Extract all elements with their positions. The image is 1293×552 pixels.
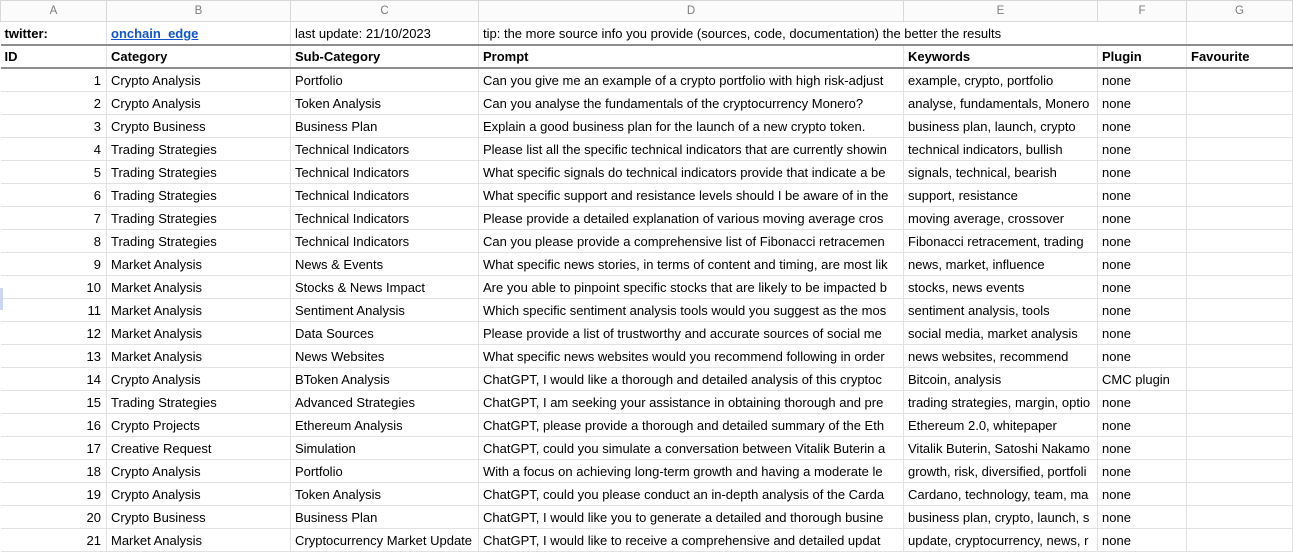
cell-sub-category[interactable]: Advanced Strategies [291, 391, 479, 414]
cell-sub-category[interactable]: Sentiment Analysis [291, 299, 479, 322]
column-header-f[interactable]: F [1098, 1, 1187, 22]
cell-sub-category[interactable]: Stocks & News Impact [291, 276, 479, 299]
cell-keywords[interactable]: example, crypto, portfolio [904, 68, 1098, 92]
cell-category[interactable]: Trading Strategies [107, 230, 291, 253]
cell-favourite[interactable] [1187, 253, 1293, 276]
cell-id[interactable]: 13 [1, 345, 107, 368]
header-plugin[interactable]: Plugin [1098, 45, 1187, 68]
cell-sub-category[interactable]: Token Analysis [291, 92, 479, 115]
cell-prompt[interactable]: ChatGPT, I am seeking your assistance in obtaining thorough and pre [479, 391, 904, 414]
header-category[interactable]: Category [107, 45, 291, 68]
cell-keywords[interactable]: social media, market analysis [904, 322, 1098, 345]
cell-prompt[interactable]: Which specific sentiment analysis tools would you suggest as the mos [479, 299, 904, 322]
cell-keywords[interactable]: technical indicators, bullish [904, 138, 1098, 161]
table-row [1, 138, 1293, 161]
cell-plugin[interactable]: none [1098, 230, 1187, 253]
cell-sub-category[interactable]: Technical Indicators [291, 138, 479, 161]
cell-id[interactable]: 4 [1, 138, 107, 161]
table-row [1, 345, 1293, 368]
twitter-link[interactable]: onchain_edge [111, 25, 199, 41]
cell-plugin[interactable]: none [1098, 437, 1187, 460]
cell-category[interactable]: Trading Strategies [107, 138, 291, 161]
cell-prompt[interactable]: Can you analyse the fundamentals of the cryptocurrency Monero? [479, 92, 904, 115]
cell-prompt[interactable]: Can you please provide a comprehensive list of Fibonacci retracemen [479, 230, 904, 253]
cell-plugin[interactable]: none [1098, 506, 1187, 529]
header-favourite[interactable]: Favourite [1187, 45, 1293, 68]
table-row [1, 460, 1293, 483]
table-row [1, 414, 1293, 437]
cell-category[interactable]: Trading Strategies [107, 207, 291, 230]
cell-sub-category[interactable]: Cryptocurrency Market Update [291, 529, 479, 552]
cell-favourite[interactable] [1187, 460, 1293, 483]
twitter-label-cell[interactable]: twitter: [1, 22, 107, 46]
table-row [1, 68, 1293, 92]
table-row [1, 299, 1293, 322]
cell-category[interactable]: Trading Strategies [107, 184, 291, 207]
empty-cell-g1[interactable] [1187, 22, 1293, 46]
cell-id[interactable]: 16 [1, 414, 107, 437]
row-selection-marker [0, 288, 3, 310]
cell-favourite[interactable] [1187, 506, 1293, 529]
cell-sub-category[interactable]: Technical Indicators [291, 230, 479, 253]
cell-keywords[interactable]: Ethereum 2.0, whitepaper [904, 414, 1098, 437]
twitter-link-cell[interactable] [107, 22, 291, 46]
cell-plugin[interactable]: none [1098, 253, 1187, 276]
cell-keywords[interactable]: growth, risk, diversified, portfoli [904, 460, 1098, 483]
table-row [1, 115, 1293, 138]
table-row [1, 368, 1293, 391]
cell-category[interactable]: Crypto Analysis [107, 368, 291, 391]
cell-sub-category[interactable]: Technical Indicators [291, 207, 479, 230]
header-sub-category[interactable]: Sub-Category [291, 45, 479, 68]
cell-keywords[interactable]: Vitalik Buterin, Satoshi Nakamo [904, 437, 1098, 460]
cell-keywords[interactable]: business plan, crypto, launch, s [904, 506, 1098, 529]
field-header-row [1, 45, 1293, 68]
cell-prompt[interactable]: Please provide a detailed explanation of various moving average cros [479, 207, 904, 230]
cell-id[interactable]: 11 [1, 299, 107, 322]
cell-category[interactable]: Market Analysis [107, 299, 291, 322]
cell-plugin[interactable]: none [1098, 322, 1187, 345]
cell-plugin[interactable]: none [1098, 138, 1187, 161]
cell-sub-category[interactable]: News & Events [291, 253, 479, 276]
cell-plugin[interactable]: none [1098, 161, 1187, 184]
cell-keywords[interactable]: business plan, launch, crypto [904, 115, 1098, 138]
cell-favourite[interactable] [1187, 138, 1293, 161]
cell-category[interactable]: Crypto Business [107, 115, 291, 138]
cell-category[interactable]: Market Analysis [107, 276, 291, 299]
cell-plugin[interactable]: none [1098, 207, 1187, 230]
cell-sub-category[interactable]: Technical Indicators [291, 184, 479, 207]
cell-category[interactable]: Crypto Business [107, 506, 291, 529]
cell-favourite[interactable] [1187, 184, 1293, 207]
cell-plugin[interactable]: none [1098, 345, 1187, 368]
cell-id[interactable]: 2 [1, 92, 107, 115]
cell-plugin[interactable]: none [1098, 276, 1187, 299]
cell-plugin[interactable]: none [1098, 529, 1187, 552]
cell-id[interactable]: 19 [1, 483, 107, 506]
cell-keywords[interactable]: analyse, fundamentals, Monero [904, 92, 1098, 115]
cell-prompt[interactable]: Please provide a list of trustworthy and accurate sources of social me [479, 322, 904, 345]
cell-favourite[interactable] [1187, 437, 1293, 460]
header-id[interactable]: ID [1, 45, 107, 68]
cell-keywords[interactable]: support, resistance [904, 184, 1098, 207]
cell-id[interactable]: 15 [1, 391, 107, 414]
table-row [1, 322, 1293, 345]
cell-keywords[interactable]: moving average, crossover [904, 207, 1098, 230]
cell-id[interactable]: 20 [1, 506, 107, 529]
cell-plugin[interactable]: CMC plugin [1098, 368, 1187, 391]
table-row [1, 92, 1293, 115]
cell-prompt[interactable]: What specific signals do technical indicators provide that indicate a be [479, 161, 904, 184]
cell-prompt[interactable]: ChatGPT, I would like to receive a comprehensive and detailed updat [479, 529, 904, 552]
cell-favourite[interactable] [1187, 322, 1293, 345]
cell-id[interactable]: 1 [1, 68, 107, 92]
cell-id[interactable]: 21 [1, 529, 107, 552]
cell-sub-category[interactable]: News Websites [291, 345, 479, 368]
cell-id[interactable]: 14 [1, 368, 107, 391]
cell-plugin[interactable]: none [1098, 414, 1187, 437]
table-row [1, 506, 1293, 529]
cell-keywords[interactable]: news websites, recommend [904, 345, 1098, 368]
cell-favourite[interactable] [1187, 161, 1293, 184]
cell-sub-category[interactable]: Portfolio [291, 460, 479, 483]
cell-category[interactable]: Creative Request [107, 437, 291, 460]
cell-category[interactable]: Market Analysis [107, 253, 291, 276]
column-header-e[interactable]: E [904, 1, 1098, 22]
cell-keywords[interactable]: sentiment analysis, tools [904, 299, 1098, 322]
cell-sub-category[interactable]: Business Plan [291, 506, 479, 529]
cell-category[interactable]: Trading Strategies [107, 161, 291, 184]
cell-prompt[interactable]: ChatGPT, could you please conduct an in-depth analysis of the Carda [479, 483, 904, 506]
cell-sub-category[interactable]: Token Analysis [291, 483, 479, 506]
cell-prompt[interactable]: What specific news stories, in terms of content and timing, are most lik [479, 253, 904, 276]
cell-prompt[interactable]: ChatGPT, could you simulate a conversation between Vitalik Buterin a [479, 437, 904, 460]
cell-favourite[interactable] [1187, 276, 1293, 299]
table-row [1, 276, 1293, 299]
cell-favourite[interactable] [1187, 414, 1293, 437]
cell-id[interactable]: 12 [1, 322, 107, 345]
cell-keywords[interactable]: signals, technical, bearish [904, 161, 1098, 184]
cell-favourite[interactable] [1187, 207, 1293, 230]
cell-id[interactable]: 10 [1, 276, 107, 299]
cell-sub-category[interactable]: Data Sources [291, 322, 479, 345]
header-keywords[interactable]: Keywords [904, 45, 1098, 68]
table-row [1, 529, 1293, 552]
cell-keywords[interactable]: news, market, influence [904, 253, 1098, 276]
cell-favourite[interactable] [1187, 483, 1293, 506]
data-rows [1, 68, 1293, 552]
cell-keywords[interactable]: Bitcoin, analysis [904, 368, 1098, 391]
column-header-a[interactable]: A [1, 1, 107, 22]
last-update-cell[interactable]: last update: 21/10/2023 [291, 22, 479, 46]
cell-category[interactable]: Market Analysis [107, 529, 291, 552]
cell-category[interactable]: Crypto Analysis [107, 92, 291, 115]
column-header-g[interactable]: G [1187, 1, 1293, 22]
cell-sub-category[interactable]: Ethereum Analysis [291, 414, 479, 437]
cell-sub-category[interactable]: Simulation [291, 437, 479, 460]
cell-prompt[interactable]: ChatGPT, please provide a thorough and detailed summary of the Eth [479, 414, 904, 437]
info-row [1, 22, 1293, 46]
cell-favourite[interactable] [1187, 391, 1293, 414]
cell-keywords[interactable]: update, cryptocurrency, news, r [904, 529, 1098, 552]
cell-plugin[interactable]: none [1098, 68, 1187, 92]
header-prompt[interactable]: Prompt [479, 45, 904, 68]
cell-prompt[interactable]: With a focus on achieving long-term growth and having a moderate le [479, 460, 904, 483]
cell-id[interactable]: 6 [1, 184, 107, 207]
cell-category[interactable]: Crypto Projects [107, 414, 291, 437]
empty-cell-f1[interactable] [1098, 22, 1187, 46]
tip-cell[interactable]: tip: the more source info you provide (sources, code, documentation) the better the results [479, 22, 1098, 46]
cell-prompt[interactable]: ChatGPT, I would like you to generate a detailed and thorough busine [479, 506, 904, 529]
cell-prompt[interactable]: Are you able to pinpoint specific stocks that are likely to be impacted b [479, 276, 904, 299]
cell-prompt[interactable]: What specific support and resistance levels should I be aware of in the [479, 184, 904, 207]
cell-prompt[interactable]: Can you give me an example of a crypto portfolio with high risk-adjust [479, 68, 904, 92]
table-row [1, 391, 1293, 414]
cell-category[interactable]: Crypto Analysis [107, 460, 291, 483]
cell-id[interactable]: 18 [1, 460, 107, 483]
cell-id[interactable]: 17 [1, 437, 107, 460]
cell-id[interactable]: 7 [1, 207, 107, 230]
cell-prompt[interactable]: Explain a good business plan for the launch of a new crypto token. [479, 115, 904, 138]
cell-sub-category[interactable]: BToken Analysis [291, 368, 479, 391]
cell-sub-category[interactable]: Business Plan [291, 115, 479, 138]
cell-plugin[interactable]: none [1098, 483, 1187, 506]
cell-favourite[interactable] [1187, 345, 1293, 368]
cell-keywords[interactable]: Fibonacci retracement, trading [904, 230, 1098, 253]
cell-plugin[interactable]: none [1098, 460, 1187, 483]
cell-prompt[interactable]: ChatGPT, I would like a thorough and detailed analysis of this cryptoc [479, 368, 904, 391]
column-letter-row [1, 1, 1293, 22]
cell-keywords[interactable]: trading strategies, margin, optio [904, 391, 1098, 414]
column-header-b[interactable]: B [107, 1, 291, 22]
cell-category[interactable]: Crypto Analysis [107, 68, 291, 92]
cell-keywords[interactable]: stocks, news events [904, 276, 1098, 299]
cell-id[interactable]: 8 [1, 230, 107, 253]
cell-favourite[interactable] [1187, 115, 1293, 138]
cell-plugin[interactable]: none [1098, 299, 1187, 322]
cell-category[interactable]: Market Analysis [107, 345, 291, 368]
column-header-c[interactable]: C [291, 1, 479, 22]
table-row [1, 437, 1293, 460]
table-row [1, 184, 1293, 207]
cell-category[interactable]: Crypto Analysis [107, 483, 291, 506]
cell-category[interactable]: Trading Strategies [107, 391, 291, 414]
cell-favourite[interactable] [1187, 230, 1293, 253]
cell-id[interactable]: 5 [1, 161, 107, 184]
cell-plugin[interactable]: none [1098, 184, 1187, 207]
cell-plugin[interactable]: none [1098, 115, 1187, 138]
cell-prompt[interactable]: What specific news websites would you recommend following in order [479, 345, 904, 368]
cell-sub-category[interactable]: Portfolio [291, 68, 479, 92]
cell-id[interactable]: 9 [1, 253, 107, 276]
column-header-d[interactable]: D [479, 1, 904, 22]
cell-favourite[interactable] [1187, 368, 1293, 391]
cell-favourite[interactable] [1187, 529, 1293, 552]
table-row [1, 230, 1293, 253]
cell-favourite[interactable] [1187, 92, 1293, 115]
cell-prompt[interactable]: Please list all the specific technical indicators that are currently showin [479, 138, 904, 161]
cell-favourite[interactable] [1187, 299, 1293, 322]
cell-keywords[interactable]: Cardano, technology, team, ma [904, 483, 1098, 506]
table-row [1, 253, 1293, 276]
cell-plugin[interactable]: none [1098, 92, 1187, 115]
cell-sub-category[interactable]: Technical Indicators [291, 161, 479, 184]
cell-plugin[interactable]: none [1098, 391, 1187, 414]
table-row [1, 161, 1293, 184]
table-row [1, 483, 1293, 506]
cell-category[interactable]: Market Analysis [107, 322, 291, 345]
cell-id[interactable]: 3 [1, 115, 107, 138]
cell-favourite[interactable] [1187, 68, 1293, 92]
table-row [1, 207, 1293, 230]
